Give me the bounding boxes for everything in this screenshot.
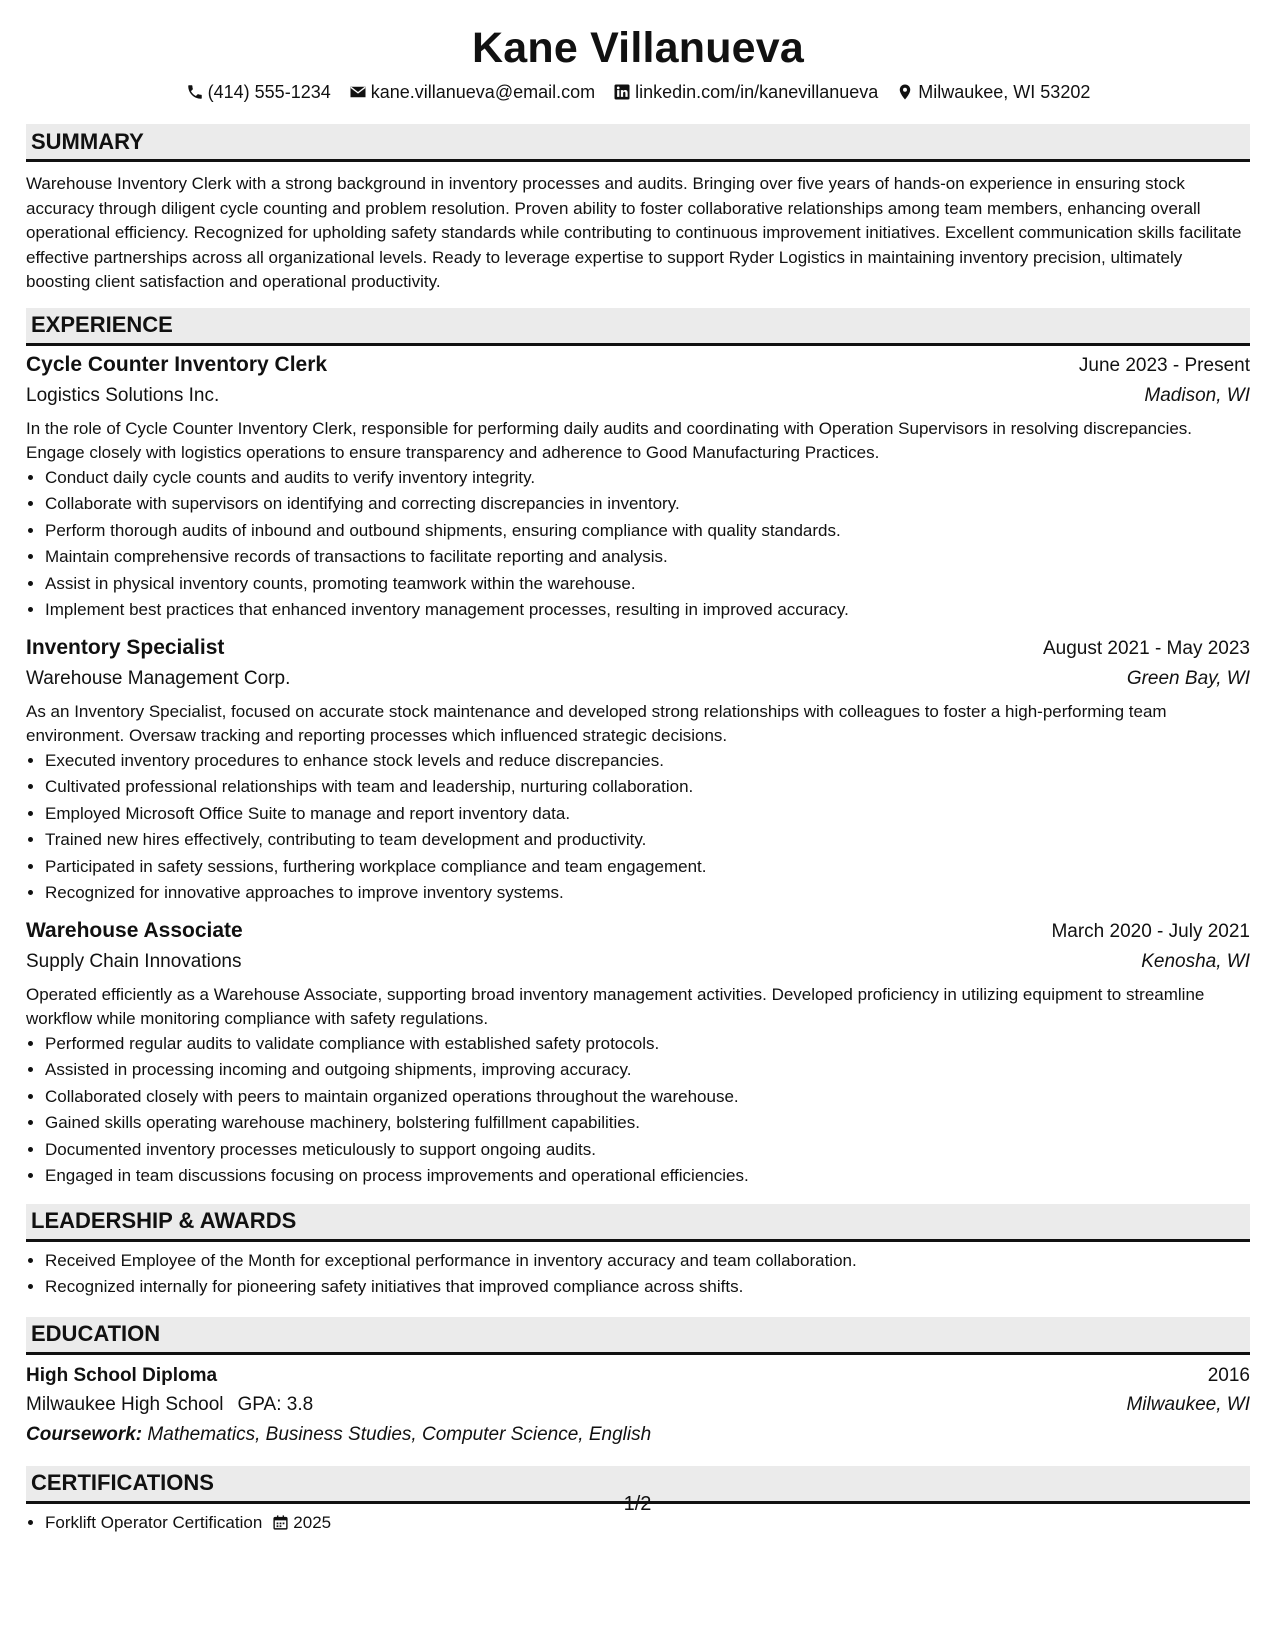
- list-item: • Trained new hires effectively, contributing to team development and productivity.: [45, 827, 1250, 854]
- list-item: • Recognized for innovative approaches to improve inventory systems.: [45, 880, 1250, 907]
- resume-page: [26, 20, 1250, 1536]
- job-entry: [26, 632, 1250, 907]
- contact-bar: [26, 80, 1250, 104]
- certifications-heading: CERTIFICATIONS: [26, 1466, 1250, 1504]
- job-title: Inventory Specialist: [26, 635, 225, 659]
- education-school: Milwaukee High School: [26, 1393, 224, 1415]
- list-item: • Received Employee of the Month for exceptional performance in inventory accuracy and team collaboration.: [45, 1248, 1250, 1275]
- job-title-row: [26, 349, 1250, 381]
- education-degree-row: [26, 1361, 1250, 1390]
- list-item: • Conduct daily cycle counts and audits to verify inventory integrity.: [45, 465, 1250, 492]
- job-title: Warehouse Associate: [26, 918, 243, 942]
- list-item: • Employed Microsoft Office Suite to manage and report inventory data.: [45, 801, 1250, 828]
- job-bullets: [26, 465, 1250, 624]
- education-school-row: [26, 1390, 1250, 1420]
- job-bullets: [26, 1031, 1250, 1190]
- job-entry: [26, 349, 1250, 624]
- list-item: • Assisted in processing incoming and outgoing shipments, improving accuracy.: [45, 1057, 1250, 1084]
- contact-phone: [186, 80, 331, 104]
- education-school-line: [26, 1390, 313, 1419]
- education-heading: EDUCATION: [26, 1317, 1250, 1355]
- education-entry: [26, 1361, 1250, 1450]
- job-location: Kenosha, WI: [1141, 950, 1250, 972]
- job-company-row: [26, 947, 1250, 977]
- linkedin-icon: [613, 83, 631, 101]
- email-link[interactable]: kane.villanueva@email.com: [370, 82, 596, 102]
- job-location: Madison, WI: [1144, 384, 1250, 406]
- candidate-name: Kane Villanueva: [471, 24, 805, 72]
- education-year: 2016: [1207, 1364, 1250, 1386]
- coursework-label: Coursework:: [26, 1423, 143, 1445]
- awards-list: [26, 1248, 1250, 1301]
- education-degree: High School Diploma: [26, 1364, 218, 1386]
- certification-name: • Forklift Operator Certification: [45, 1512, 263, 1532]
- experience-heading: EXPERIENCE: [26, 308, 1250, 346]
- awards-heading: LEADERSHIP & AWARDS: [26, 1204, 1250, 1242]
- list-item: • Participated in safety sessions, furthering workplace compliance and team engagement.: [45, 854, 1250, 881]
- list-item: • Collaborate with supervisors on identifying and correcting discrepancies in inventory.: [45, 491, 1250, 518]
- education-coursework: [26, 1420, 1250, 1450]
- list-item: • Collaborated closely with peers to maintain organized operations throughout the warehouse.: [45, 1084, 1250, 1111]
- coursework-list: Mathematics, Business Studies, Computer Science, English: [147, 1423, 652, 1445]
- linkedin-link[interactable]: linkedin.com/in/kanevillanueva: [635, 82, 879, 102]
- job-dates: August 2021 - May 2023: [1042, 637, 1250, 659]
- list-item: • Engaged in team discussions focusing on process improvements and operational efficiencies.: [45, 1163, 1250, 1190]
- job-description: As an Inventory Specialist, focused on accurate stock maintenance and developed strong relationships with colleagues to foster a high-performing team environment. Oversaw tracking and reporting processes which influenced strategic decisions.: [26, 701, 1167, 745]
- list-item: • Implement best practices that enhanced inventory management processes, resulting in improved accuracy.: [45, 597, 1250, 624]
- job-title: Cycle Counter Inventory Clerk: [26, 352, 328, 376]
- job-title-row: [26, 915, 1250, 947]
- contact-email: [349, 80, 595, 104]
- job-description: In the role of Cycle Counter Inventory Clerk, responsible for performing daily audits and coordinating with Operation Supervisors in resolving discrepancies. Engage closely with logistics operations to ensure transparency and adherence to Good Manufacturing Practices.: [26, 418, 1193, 462]
- location-text: Milwaukee, WI 53202: [918, 82, 1091, 102]
- page-number: 1/2: [623, 1493, 652, 1515]
- list-item: • Maintain comprehensive records of transactions to facilitate reporting and analysis.: [45, 544, 1250, 571]
- calendar-icon: [272, 1514, 289, 1531]
- job-company-row: [26, 664, 1250, 694]
- job-company: Warehouse Management Corp.: [26, 667, 291, 689]
- job-dates: March 2020 - July 2021: [1051, 920, 1250, 942]
- map-pin-icon: [896, 83, 914, 101]
- education-location: Milwaukee, WI: [1126, 1393, 1250, 1415]
- list-item: • Recognized internally for pioneering safety initiatives that improved compliance across shifts.: [45, 1274, 1250, 1301]
- list-item: • Executed inventory procedures to enhance stock levels and reduce discrepancies.: [45, 748, 1250, 775]
- phone-icon: [186, 83, 204, 101]
- contact-location: [896, 80, 1090, 104]
- job-dates: June 2023 - Present: [1078, 354, 1250, 376]
- list-item: • Documented inventory processes meticulously to support ongoing audits.: [45, 1137, 1250, 1164]
- summary-text: Warehouse Inventory Clerk with a strong background in inventory processes and audits. Bringing over five years of hands-on experience in ensuring stock accuracy through diligent cycle counting and problem resolution. Proven ability to foster collaborative relationships among team members, enhancing overall operational efficiency. Recognized for upholding safety standards while contributing to continuous improvement initiatives. Excellent communication skills facilitate effective partnerships across all organizational levels. Ready to leverage expertise to support Ryder Logistics in maintaining inventory precision, ultimately boosting client satisfaction and operational productivity.: [26, 174, 1242, 291]
- list-item: • Cultivated professional relationships with team and leadership, nurturing collaboration.: [45, 774, 1250, 801]
- list-item: • Gained skills operating warehouse machinery, bolstering fulfillment capabilities.: [45, 1110, 1250, 1137]
- job-location: Green Bay, WI: [1126, 667, 1250, 689]
- job-company-row: [26, 381, 1250, 411]
- list-item: • Perform thorough audits of inbound and outbound shipments, ensuring compliance with quality standards.: [45, 518, 1250, 545]
- job-company: Logistics Solutions Inc.: [26, 384, 220, 406]
- list-item: • Assist in physical inventory counts, promoting teamwork within the warehouse.: [45, 571, 1250, 598]
- summary-heading: SUMMARY: [26, 124, 1250, 162]
- certification-year: 2025: [293, 1512, 332, 1532]
- job-title-row: [26, 632, 1250, 664]
- job-description: Operated efficiently as a Warehouse Associate, supporting broad inventory management activities. Developed proficiency in utilizing equipment to streamline workflow while monitoring compliance with safety regulations.: [26, 984, 1205, 1028]
- job-bullets: [26, 748, 1250, 907]
- job-company: Supply Chain Innovations: [26, 950, 242, 972]
- job-entry: [26, 915, 1250, 1190]
- contact-linkedin: [613, 80, 878, 104]
- phone-text: (414) 555-1234: [207, 82, 331, 102]
- list-item: • Performed regular audits to validate compliance with established safety protocols.: [45, 1031, 1250, 1058]
- education-gpa: GPA: 3.8: [237, 1393, 314, 1415]
- envelope-icon: [349, 83, 367, 101]
